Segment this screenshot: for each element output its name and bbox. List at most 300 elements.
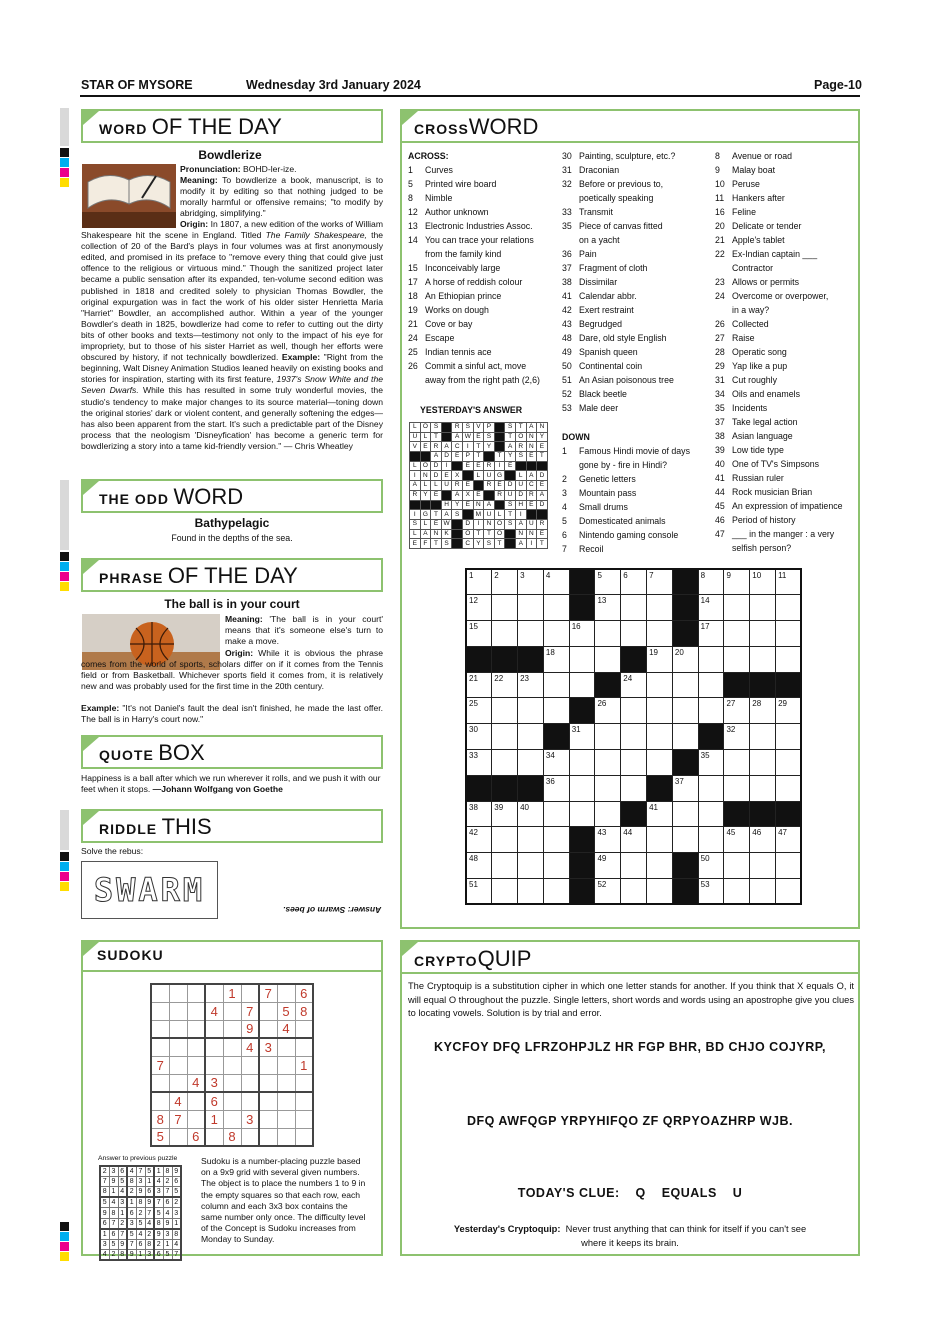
answer-cell: E [537,529,548,539]
answer-cell: A [484,500,495,510]
clue-number: 22 [715,249,725,259]
clue-item [715,401,860,415]
sudoku-answer-cell: 2 [127,1187,136,1198]
grid-cell [569,827,595,853]
grid-cell: 16 [569,621,595,647]
answer-cell: A [526,423,537,433]
clue-item [562,345,712,359]
clue-text: Male deer [579,403,619,413]
answer-cell: R [484,481,495,491]
crossword-grid [465,568,802,905]
rebus-box [81,861,218,919]
grid-cell [543,879,569,905]
clue-number: 28 [715,347,725,357]
answer-cell: Y [420,490,431,500]
answer-cell: W [441,519,452,529]
grid-cell [647,775,673,801]
yesterdays-cryptoquip: Yesterday's Cryptoquip: Never trust anything that can think for itself if you can't see where it keeps its brain. [453,1224,807,1248]
answer-cell [515,461,526,471]
sudoku-cell [169,1038,187,1056]
sudoku-answer-label: Answer to previous puzzle [98,1155,178,1162]
grid-cell [724,853,750,879]
clue-item [715,359,860,373]
grid-cell [698,775,724,801]
clue-number: 21 [408,319,418,329]
answer-cell: E [473,461,484,471]
clue-number: 8 [715,151,720,161]
answer-row [410,490,548,500]
sudoku-cell [151,1092,169,1110]
grid-row [466,801,801,827]
sudoku-cell [295,1092,313,1110]
grid-cell [518,724,544,750]
answer-cell: N [420,471,431,481]
sudoku-cell: 8 [295,1002,313,1020]
yesterday-label: YESTERDAY'S ANSWER [420,405,523,415]
sudoku-cell [169,1056,187,1074]
grid-cell [621,775,647,801]
grid-cell: 49 [595,853,621,879]
sudoku-cell [241,1092,259,1110]
grid-cell [518,595,544,621]
sudoku-cell [259,1128,277,1146]
answer-cell: E [473,490,484,500]
answer-cell: O [420,461,431,471]
sudoku-cell [241,1056,259,1074]
todays-clue: TODAY'S CLUE: Q EQUALS U [517,1186,743,1200]
answer-cell: A [526,471,537,481]
grid-cell [543,672,569,698]
grid-row [466,853,801,879]
clue-text: Famous Hindi movie of days [579,446,690,456]
answer-cell: L [420,481,431,491]
answer-cell: E [526,500,537,510]
clue-text: Piece of canvas fitted [579,221,663,231]
swatch-cyan [60,862,69,871]
grid-cell [569,879,595,905]
phrase-text: The ball is in your court [164,597,300,611]
clue-number: 41 [715,473,725,483]
grid-cell [672,879,698,905]
clue-item [715,485,860,499]
grid-cell: 12 [466,595,492,621]
clue-number: 12 [408,207,418,217]
grid-cell: 15 [466,621,492,647]
clue-item [408,289,558,303]
sudoku-answer-cell: 7 [109,1218,118,1229]
grid-cell [698,801,724,827]
clue-number: 4 [562,502,567,512]
grid-cell [518,698,544,724]
sudoku-row [151,1092,313,1110]
sudoku-cell: 8 [151,1110,169,1128]
answer-cell [473,481,484,491]
clue-text: Collected [732,319,769,329]
clue-text: gone by - fire in Hindi? [579,460,668,470]
sudoku-cell [169,1020,187,1038]
answer-cell: D [505,481,516,491]
clue-number: 1 [562,446,567,456]
answer-cell: E [462,500,473,510]
clue-text: Before or previous to, [579,179,664,189]
answer-cell: C [462,539,473,549]
grid-row [466,750,801,776]
riddle-answer: Answer: Swarm of bees. [283,905,382,915]
sudoku-answer-cell: 3 [172,1208,181,1218]
answer-cell: D [537,500,548,510]
grid-cell [569,595,595,621]
clue-text: Period of history [732,515,796,525]
sudoku-cell: 8 [223,1128,241,1146]
answer-cell: E [452,452,463,462]
sudoku-answer-cell: 7 [118,1229,127,1240]
phrase-title: PHRASE OF THE DAY [99,563,298,588]
sudoku-answer-cell: 2 [136,1208,145,1218]
sudoku-cell: 7 [151,1056,169,1074]
clue-number: 19 [408,305,418,315]
grid-cell: 48 [466,853,492,879]
clue-item [715,289,860,303]
clue-item [562,486,712,500]
sudoku-cell: 4 [205,1002,223,1020]
grid-cell [543,801,569,827]
answer-cell: I [526,539,537,549]
clue-item [562,387,712,401]
answer-cell: L [494,510,505,520]
sudoku-cell [223,1056,241,1074]
grid-cell [569,801,595,827]
clue-item [715,387,860,401]
clue-text: from the family kind [425,249,502,259]
answer-cell: D [431,471,442,481]
answer-cell: I [410,510,421,520]
down-label: DOWN [562,432,590,442]
clue-number: 44 [715,487,725,497]
grid-cell: 41 [647,801,673,827]
answer-cell: L [410,529,421,539]
grid-cell: 26 [595,698,621,724]
sudoku-answer-cell: 6 [136,1239,145,1249]
clue-item [715,219,860,233]
clue-number: 47 [715,529,725,539]
sudoku-description: Sudoku is a number-placing puzzle based on a 9x9 grid with several given numbers. The object is to place the numbers 1 to 9 in the empty squares so that each row, each column and each 3x3 box contains the same number only once. The difficulty level of the Concept is Sudoku increases from Monday to Sunday. [201,1156,366,1245]
sudoku-cell: 4 [277,1020,295,1038]
answer-cell: L [473,471,484,481]
grid-cell: 28 [750,698,776,724]
grid-cell [698,672,724,698]
sudoku-answer-cell: 5 [109,1239,118,1249]
grid-cell: 47 [776,827,802,853]
clue-item [562,191,712,205]
down-clues-col2 [562,444,712,556]
answer-cell: N [526,529,537,539]
answer-cell: C [452,442,463,452]
grid-cell [621,595,647,621]
clue-number: 26 [715,319,725,329]
grid-cell [492,775,518,801]
sudoku-answer-cell: 2 [145,1229,154,1240]
grid-cell: 38 [466,801,492,827]
answer-row [410,539,548,549]
sudoku-answer-cell: 1 [109,1187,118,1198]
sudoku-answer-row [100,1250,181,1261]
clue-item [715,457,860,471]
answer-cell: E [462,461,473,471]
clue-text: Allows or permits [732,277,799,287]
answer-cell [505,471,516,481]
across-label: ACROSS: [408,151,449,161]
down-clues-col3 [715,149,860,555]
answer-cell: N [526,442,537,452]
grid-cell: 9 [724,569,750,595]
swatch-yellow [60,178,69,187]
sudoku-answer-cell: 8 [136,1197,145,1208]
clue-item [562,359,712,373]
clue-number: 35 [562,221,572,231]
answer-cell: L [420,432,431,442]
clue-number: 37 [715,417,725,427]
clue-item [562,289,712,303]
clue-item [715,317,860,331]
clue-text: Russian ruler [732,473,784,483]
corner-flag [83,481,99,495]
answer-cell: E [410,539,421,549]
answer-cell: D [462,519,473,529]
clue-text: Black beetle [579,389,627,399]
sudoku-answer-cell: 2 [163,1177,172,1187]
riddle-prompt: Solve the rebus: [81,846,144,856]
sudoku-cell [169,1002,187,1020]
clue-item [408,163,558,177]
grid-cell: 22 [492,672,518,698]
grid-cell [569,569,595,595]
clue-text: Take legal action [732,417,798,427]
grid-cell: 31 [569,724,595,750]
answer-cell: T [473,529,484,539]
sudoku-cell [295,1110,313,1128]
grid-cell: 14 [698,595,724,621]
answer-cell: S [505,423,516,433]
answer-cell: O [515,432,526,442]
grid-cell: 46 [750,827,776,853]
header-rule [80,95,860,97]
grid-cell [569,775,595,801]
answer-cell [505,539,516,549]
answer-cell: I [515,510,526,520]
clue-number: 21 [715,235,725,245]
grid-row [466,672,801,698]
answer-cell: R [484,461,495,471]
sudoku-cell [169,1128,187,1146]
sudoku-cell: 3 [259,1038,277,1056]
clue-text: Incidents [732,403,768,413]
grid-cell: 7 [647,569,673,595]
answer-cell [410,500,421,510]
grid-cell: 19 [647,646,673,672]
clue-item [562,149,712,163]
clue-text: Fragment of cloth [579,263,648,273]
answer-cell: D [537,471,548,481]
clue-item [715,191,860,205]
grid-cell [492,646,518,672]
clue-number: 5 [408,179,413,189]
clue-item [715,415,860,429]
clue-item [715,261,860,275]
answer-cell: E [494,481,505,491]
sudoku-cell: 3 [241,1110,259,1128]
odd-word-title: THE ODD WORD [99,484,244,509]
answer-cell: X [452,471,463,481]
sudoku-cell [187,1038,205,1056]
grid-cell [724,646,750,672]
sudoku-answer-cell: 3 [100,1239,109,1249]
across-clues-col2 [562,149,712,415]
answer-cell: K [441,529,452,539]
grid-cell [750,595,776,621]
clue-text: Escape [425,333,455,343]
answer-cell: I [473,519,484,529]
sudoku-cell [187,1020,205,1038]
clue-item [562,303,712,317]
grid-cell [750,724,776,750]
sudoku-cell: 9 [241,1020,259,1038]
sudoku-cell [277,1128,295,1146]
grid-cell [543,595,569,621]
sudoku-answer-cell: 5 [172,1187,181,1198]
clue-number: 50 [562,361,572,371]
sudoku-answer-row [100,1208,181,1218]
grid-cell [750,853,776,879]
answer-cell: A [410,481,421,491]
answer-cell: N [484,519,495,529]
grid-cell [776,595,802,621]
answer-cell: T [494,452,505,462]
sudoku-row [151,984,313,1002]
clue-text: Begrudged [579,319,623,329]
sudoku-row [151,1110,313,1128]
grid-cell [543,698,569,724]
sudoku-answer-cell: 5 [154,1208,163,1218]
grid-row [466,646,801,672]
answer-cell [420,452,431,462]
answer-cell: U [484,510,495,520]
answer-cell: P [462,452,473,462]
sudoku-answer-cell: 9 [127,1250,136,1261]
sudoku-answer-cell: 4 [100,1250,109,1261]
answer-cell: Y [537,432,548,442]
sudoku-cell [223,1038,241,1056]
sudoku-cell: 1 [205,1110,223,1128]
grid-cell [621,698,647,724]
grid-cell [672,595,698,621]
sudoku-answer-cell: 2 [172,1197,181,1208]
pronunciation: Pronunciation: BOHD-ler-ize. [180,164,297,174]
grid-cell [621,646,647,672]
featured-word: Bowdlerize [198,148,262,162]
sudoku-cell [205,1056,223,1074]
answer-cell: O [494,529,505,539]
clue-text: Author unknown [425,207,489,217]
clue-text: away from the right path (2,6) [425,375,540,385]
grid-cell [672,672,698,698]
grid-cell: 27 [724,698,750,724]
grid-cell [750,750,776,776]
sudoku-cell [205,984,223,1002]
clue-text: An Asian poisonous tree [579,375,674,385]
grid-cell: 21 [466,672,492,698]
swatch-yellow [60,1252,69,1261]
sudoku-answer-cell: 1 [154,1166,163,1177]
clue-item [715,163,860,177]
grid-cell [647,621,673,647]
clue-text: Contractor [732,263,774,273]
clue-text: Cove or bay [425,319,473,329]
sudoku-answer-row [100,1197,181,1208]
answer-cell: E [431,490,442,500]
answer-cell: I [462,442,473,452]
grid-cell: 18 [543,646,569,672]
answer-cell: N [431,529,442,539]
sudoku-cell [223,1002,241,1020]
sudoku-answer-cell: 3 [118,1197,127,1208]
answer-cell: D [515,490,526,500]
grid-cell [672,827,698,853]
answer-cell: W [462,432,473,442]
sudoku-answer-cell: 3 [145,1250,154,1261]
sudoku-answer-row [100,1187,181,1198]
clue-item [562,317,712,331]
grid-cell: 39 [492,801,518,827]
clue-number: 37 [562,263,572,273]
answer-row [410,481,548,491]
clue-number: 10 [715,179,725,189]
sudoku-answer-cell: 4 [172,1239,181,1249]
answer-cell [484,490,495,500]
sudoku-cell [259,1056,277,1074]
grid-cell: 11 [776,569,802,595]
grid-cell [776,775,802,801]
answer-row [410,452,548,462]
clue-text: Transmit [579,207,613,217]
clue-item [408,275,558,289]
swatch-black [60,1222,69,1231]
swatch-yellow [60,882,69,891]
answer-cell: S [484,432,495,442]
sudoku-cell [277,1074,295,1092]
answer-cell: O [420,423,431,433]
grid-cell: 23 [518,672,544,698]
sudoku-answer-cell: 5 [118,1177,127,1187]
clue-item [715,303,860,317]
answer-cell: S [410,519,421,529]
sudoku-cell [277,1038,295,1056]
sudoku-cell: 3 [205,1074,223,1092]
riddle-title: RIDDLE THIS [99,814,212,839]
clue-text: Curves [425,165,453,175]
clue-item [715,275,860,289]
clue-item [715,443,860,457]
sudoku-cell: 6 [187,1128,205,1146]
grid-cell [543,827,569,853]
answer-cell: R [410,490,421,500]
sudoku-answer-cell: 3 [163,1229,172,1240]
clue-number: 26 [408,361,418,371]
clue-item [562,261,712,275]
swatch-black [60,552,69,561]
answer-cell: T [505,510,516,520]
clue-number: 17 [408,277,418,287]
sudoku-row [151,1038,313,1056]
